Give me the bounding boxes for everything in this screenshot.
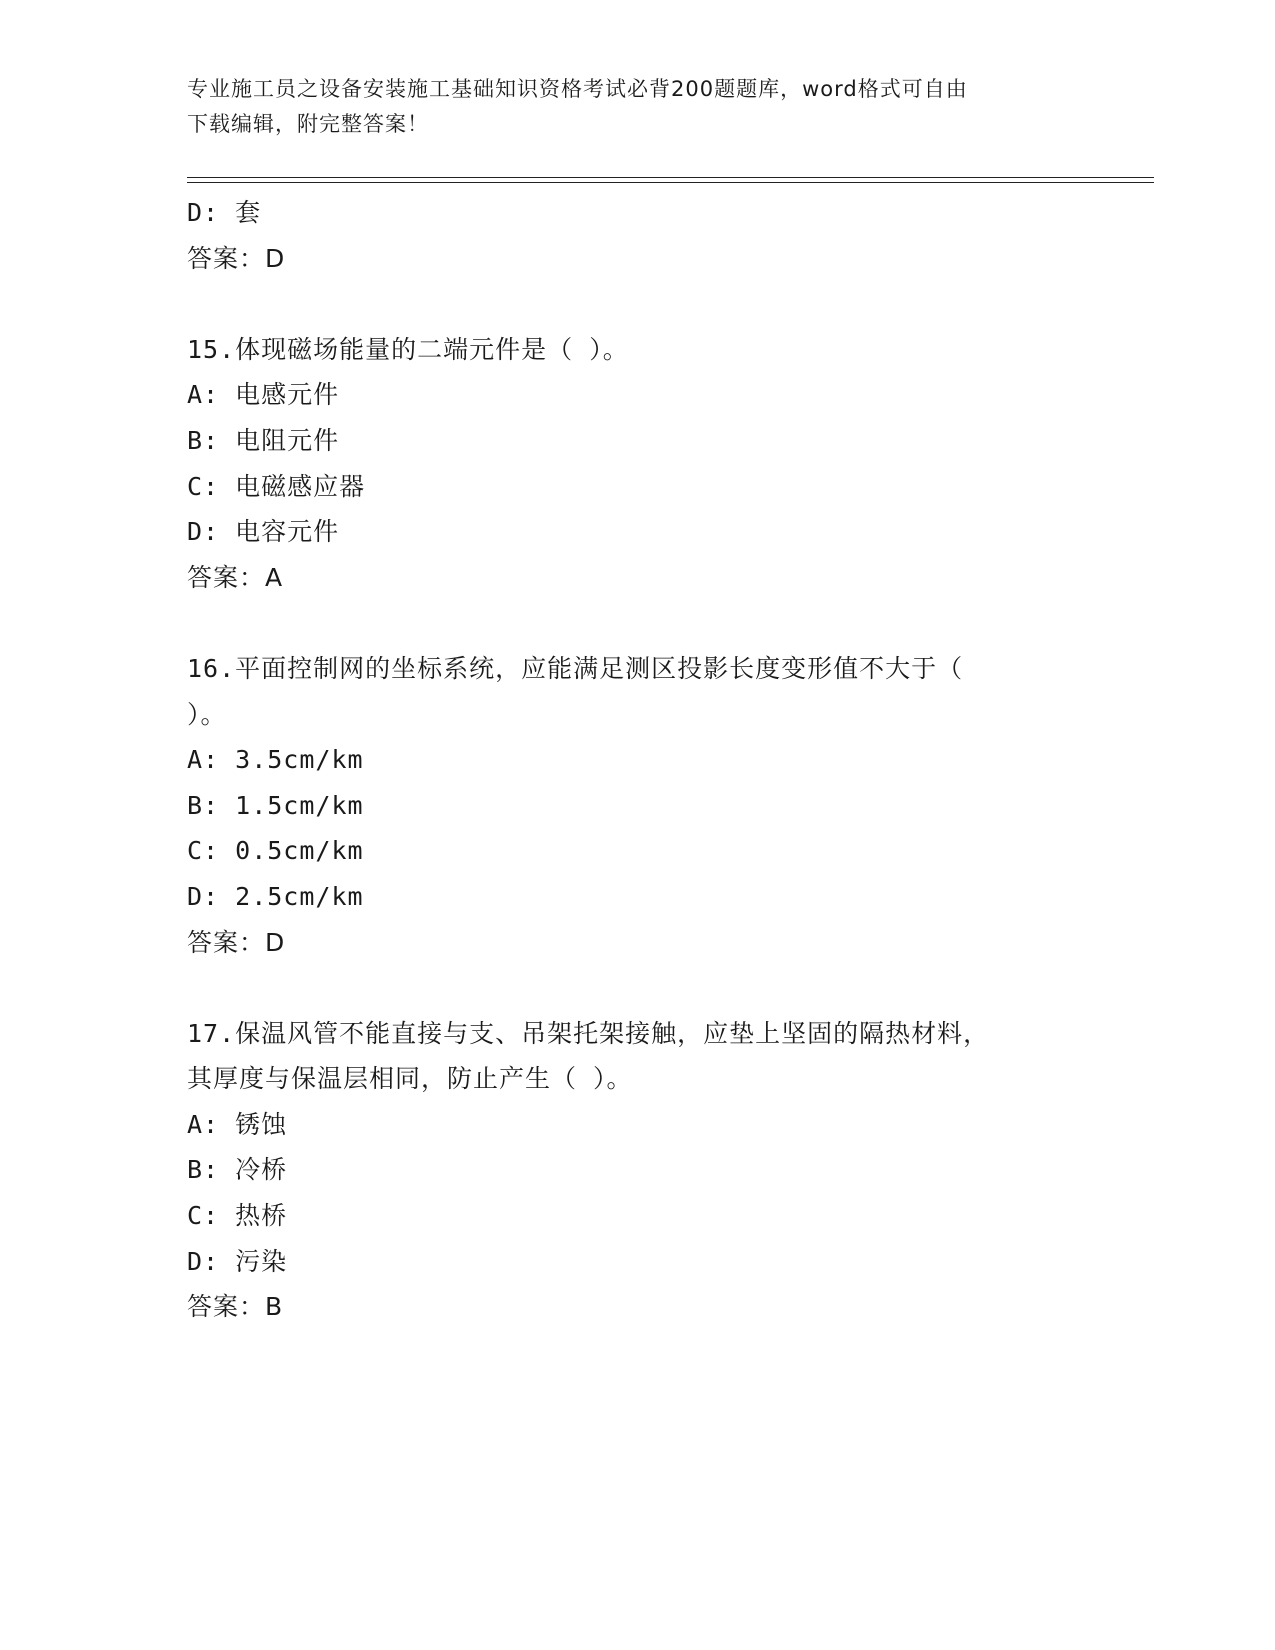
question-17 bbox=[187, 1011, 1087, 1330]
option-d: D: 污染 bbox=[187, 1246, 288, 1276]
answer: 答案：D bbox=[187, 927, 286, 957]
document-header bbox=[187, 72, 1087, 142]
question-stem: 15.体现磁场能量的二端元件是（ ）。 bbox=[187, 334, 629, 364]
header-divider-top bbox=[187, 177, 1154, 178]
spacer bbox=[187, 281, 1087, 327]
prev-option-d: D: 套 bbox=[187, 198, 262, 227]
option-b: B: 电阻元件 bbox=[187, 425, 340, 455]
option-c: C: 热桥 bbox=[187, 1201, 288, 1231]
header-title-line-1: 专业施工员之设备安装施工基础知识资格考试必背200题题库，word格式可自由 bbox=[187, 77, 968, 101]
option-a: A: 锈蚀 bbox=[187, 1109, 288, 1139]
question-stem-line-1: 16.平面控制网的坐标系统，应能满足测区投影长度变形值不大于（ bbox=[187, 653, 964, 683]
answer: 答案：B bbox=[187, 1292, 284, 1322]
spacer bbox=[187, 600, 1087, 646]
question-stem-line-2: 其厚度与保温层相同，防止产生（ ）。 bbox=[187, 1064, 633, 1094]
question-stem-line-2: ）。 bbox=[187, 699, 227, 729]
option-b: B: 1.5cm/km bbox=[187, 790, 364, 820]
option-a: A: 3.5cm/km bbox=[187, 745, 364, 775]
question-stem-line-1: 17.保温风管不能直接与支、吊架托架接触，应垫上坚固的隔热材料， bbox=[187, 1018, 990, 1048]
header-title-line-2: 下载编辑，附完整答案！ bbox=[187, 112, 429, 136]
header-divider-bottom bbox=[187, 182, 1154, 183]
spacer bbox=[187, 965, 1087, 1011]
question-15 bbox=[187, 327, 1087, 601]
option-d: D: 电容元件 bbox=[187, 517, 340, 547]
option-d: D: 2.5cm/km bbox=[187, 881, 364, 911]
option-c: C: 电磁感应器 bbox=[187, 471, 366, 501]
question-content bbox=[187, 190, 1087, 1330]
question-16 bbox=[187, 646, 1087, 965]
answer: 答案：A bbox=[187, 562, 284, 592]
prev-answer: 答案：D bbox=[187, 243, 286, 273]
option-c: C: 0.5cm/km bbox=[187, 836, 364, 866]
option-a: A: 电感元件 bbox=[187, 380, 340, 410]
option-b: B: 冷桥 bbox=[187, 1155, 288, 1185]
